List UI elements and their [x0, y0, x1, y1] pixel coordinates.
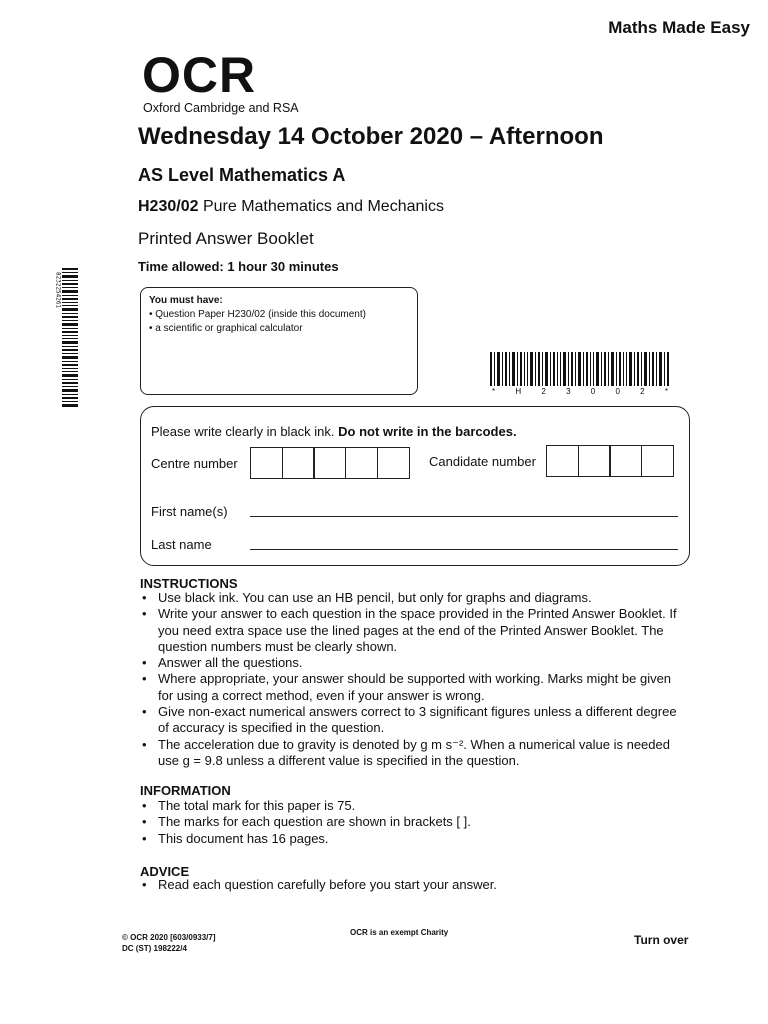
first-name-field[interactable] [250, 516, 678, 517]
write-clearly-note [151, 424, 517, 439]
barcode-right [490, 352, 670, 386]
centre-number-label: Centre number [151, 456, 238, 471]
list-item: • Answer all the questions. [140, 655, 685, 671]
list-item: • The marks for each question are shown in brackets [ ]. [140, 814, 685, 830]
barcode-digit: 2 [640, 387, 645, 396]
digit-box[interactable] [250, 447, 283, 479]
barcode-digit: H [515, 387, 522, 396]
candidate-number-boxes[interactable] [546, 445, 673, 477]
digit-box[interactable] [641, 445, 674, 477]
ocr-logo-subtitle: Oxford Cambridge and RSA [143, 101, 299, 115]
paper-name: Pure Mathematics and Mechanics [202, 198, 444, 215]
candidate-number-label: Candidate number [429, 454, 536, 469]
exam-subject: AS Level Mathematics A [138, 165, 346, 185]
instructions-heading: INSTRUCTIONS [140, 576, 238, 591]
instructions-list [140, 590, 685, 769]
turn-over-label: Turn over [634, 933, 689, 947]
information-list [140, 798, 685, 847]
digit-box[interactable] [578, 445, 611, 477]
digit-box[interactable] [282, 447, 315, 479]
must-have-box [140, 287, 418, 395]
list-item: • The acceleration due to gravity is denoted by g m s⁻². When a numerical value is needed use g = 9.8 unless a different value is specified in the question. [140, 737, 685, 770]
last-name-field[interactable] [250, 549, 678, 550]
paper-code: H230/02 [138, 198, 199, 215]
information-heading: INFORMATION [140, 783, 231, 798]
charity-note: OCR is an exempt Charity [350, 928, 449, 937]
last-name-label: Last name [151, 537, 212, 552]
list-item: • Read each question carefully before you start your answer. [140, 877, 685, 893]
paper-code-line [138, 198, 444, 216]
booklet-type: Printed Answer Booklet [138, 229, 314, 248]
advice-list [140, 877, 685, 893]
must-have-item: • a scientific or graphical calculator [149, 323, 303, 334]
ocr-logo: OCR [142, 47, 257, 103]
time-allowed: Time allowed: 1 hour 30 minutes [138, 259, 339, 274]
first-name-label: First name(s) [151, 504, 228, 519]
barcode-digit: 3 [566, 387, 571, 396]
digit-box[interactable] [345, 447, 378, 479]
list-item: • This document has 16 pages. [140, 831, 685, 847]
barcode-digit: * [664, 387, 668, 396]
list-item: • Where appropriate, your answer should be supported with working. Marks might be given for using a correct method, even if your answer is wrong. [140, 671, 685, 704]
digit-box[interactable] [546, 445, 579, 477]
list-item: • Give non-exact numerical answers correct to 3 significant figures unless a different degree of accuracy is specified in the question. [140, 704, 685, 737]
dc-code: DC (ST) 198222/4 [122, 944, 187, 953]
list-item: • Use black ink. You can use an HB pencil, but only for graphs and diagrams. [140, 590, 685, 606]
list-item: • Write your answer to each question in the space provided in the Printed Answer Booklet. If you need extra space use the lined pages at the end of the Printed Answer Booklet. The question numbers must be clearly shown. [140, 606, 685, 655]
barcode-digit: * [492, 387, 496, 396]
barcode-left-digits: 8232254261 [54, 272, 62, 309]
barcode-right-digits [492, 387, 668, 396]
must-have-heading: You must have: [149, 295, 223, 306]
barcode-left [52, 268, 78, 408]
digit-box[interactable] [609, 445, 642, 477]
watermark-text: Maths Made Easy [608, 18, 750, 37]
footer-left [122, 932, 216, 954]
digit-box[interactable] [377, 447, 410, 479]
advice-heading: ADVICE [140, 864, 190, 879]
must-have-item: • Question Paper H230/02 (inside this document) [149, 309, 366, 320]
write-clearly-text: Please write clearly in black ink. [151, 424, 335, 439]
barcode-digit: 0 [590, 387, 596, 396]
digit-box[interactable] [313, 447, 346, 479]
exam-date-title: Wednesday 14 October 2020 – Afternoon [138, 123, 604, 150]
barcode-digit: 2 [541, 387, 546, 396]
list-item: • The total mark for this paper is 75. [140, 798, 685, 814]
copyright-text: © OCR 2020 [603/0933/7] [122, 933, 216, 942]
centre-number-boxes[interactable] [250, 447, 409, 479]
no-barcodes-text: Do not write in the barcodes. [338, 424, 517, 439]
barcode-digit: 0 [615, 387, 620, 396]
